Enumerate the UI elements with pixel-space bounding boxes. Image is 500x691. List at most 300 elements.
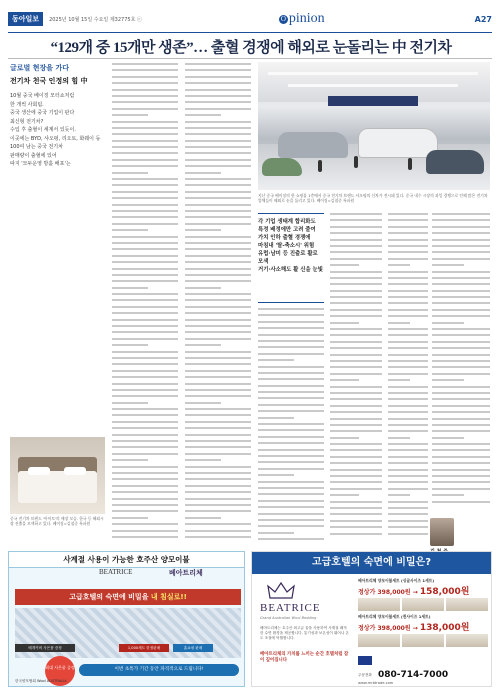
text-line (432, 322, 464, 324)
text-line (388, 328, 428, 330)
text-line (112, 210, 178, 212)
pull-quote-box (258, 213, 324, 303)
text-line (185, 325, 251, 327)
text-line (185, 108, 251, 110)
text-line (432, 469, 490, 471)
text-line (258, 436, 324, 438)
text-line (185, 351, 251, 353)
ad-tag: 베개커버 사은품 증정 (15, 644, 75, 652)
text-line (185, 69, 251, 71)
text-line (112, 184, 178, 186)
text-line (330, 475, 382, 477)
text-line (185, 466, 251, 468)
text-line (330, 302, 382, 304)
text-line (330, 226, 382, 228)
text-line (330, 322, 359, 324)
text-line (388, 296, 428, 298)
price-item (358, 614, 488, 647)
text-line (388, 315, 428, 317)
car-green (262, 158, 302, 176)
text-line (330, 341, 382, 343)
text-line (330, 360, 382, 362)
text-line (388, 507, 428, 509)
text-line (388, 322, 410, 324)
text-line (112, 344, 148, 346)
issue-date: 2025년 10월 15일 수요일 제32775호 ⓒ (49, 16, 143, 23)
store-photo (10, 437, 105, 514)
text-line (185, 376, 251, 378)
text-line (112, 121, 178, 123)
ad-copy-highlight: 베아트리체의 가치를 느끼는 순간 호텔처럼 잠이 깊어집니다 (260, 652, 349, 663)
text-line (185, 478, 251, 480)
text-line (258, 353, 324, 355)
text-line (112, 325, 178, 327)
text-line (185, 121, 251, 123)
text-line (112, 414, 178, 416)
text-line (185, 453, 251, 455)
text-line (185, 197, 251, 199)
text-line (185, 76, 251, 78)
text-line (330, 520, 382, 522)
column-title: 전기차 천국 인정의 힘 中 (10, 77, 88, 85)
car-white (358, 128, 438, 158)
text-line (388, 405, 428, 407)
text-line (388, 386, 428, 388)
text-line (112, 421, 178, 423)
text-line (112, 523, 178, 525)
text-line (258, 366, 324, 368)
text-line (185, 344, 221, 346)
text-line (388, 475, 428, 477)
text-line (432, 488, 490, 490)
product-images (358, 634, 488, 647)
text-line (112, 510, 178, 512)
text-line (432, 360, 490, 362)
text-line (112, 229, 148, 231)
text-line (388, 398, 428, 400)
ad-tag: 1,000세트 한정판매 (119, 644, 169, 652)
text-line (185, 146, 251, 148)
text-line (432, 405, 490, 407)
text-line (185, 370, 251, 372)
text-line (388, 488, 428, 490)
text-line (258, 334, 324, 336)
banner-highlight: 내 침실로!! (150, 593, 187, 601)
text-line (388, 271, 428, 273)
text-line (258, 468, 324, 470)
text-line (258, 359, 294, 361)
text-line (258, 346, 324, 348)
text-line (432, 302, 490, 304)
text-line (432, 251, 490, 253)
text-line (258, 423, 324, 425)
text-line (185, 306, 251, 308)
text-line (388, 443, 428, 445)
bed (18, 471, 97, 503)
text-line (185, 331, 251, 333)
text-line (112, 268, 178, 270)
body-column-2 (185, 63, 251, 545)
text-line (330, 488, 382, 490)
car-silver (278, 132, 348, 158)
text-line (330, 283, 382, 285)
pillow (64, 467, 86, 475)
text-line (388, 277, 428, 279)
text-line (432, 424, 490, 426)
text-line (432, 309, 490, 311)
text-line (185, 101, 251, 103)
text-line (258, 321, 324, 323)
text-line (185, 485, 251, 487)
phone-number[interactable]: 080-714-7000 (378, 670, 449, 680)
text-line (185, 223, 251, 225)
greeked-text (185, 63, 251, 542)
text-line (432, 449, 490, 451)
text-line (388, 283, 428, 285)
text-line (112, 133, 178, 135)
text-line (258, 461, 324, 463)
text-line (330, 290, 382, 292)
text-line (112, 389, 178, 391)
text-line (388, 354, 428, 356)
deck-line: 수입 후 출혈이 세계서 있듯이. (10, 127, 76, 133)
product-image (446, 634, 488, 647)
text-line (330, 251, 382, 253)
text-line (185, 402, 221, 404)
ad-brand: BEATRICE (99, 568, 133, 576)
text-line (330, 533, 382, 535)
text-line (185, 510, 251, 512)
text-line (330, 405, 382, 407)
body-column-4 (388, 213, 428, 545)
deck-line: 판매량이 출혈에 있어 (10, 152, 57, 159)
text-line (258, 340, 324, 342)
deck-line: 이곳에는 BYD, 샤오펑, 리오토, 화웨이 등 (10, 135, 101, 142)
store-banner (328, 96, 418, 106)
text-line (112, 287, 148, 289)
text-line (388, 449, 428, 451)
text-line (112, 82, 178, 84)
text-line (112, 236, 178, 238)
page-number: A27 (474, 14, 492, 24)
text-line (185, 114, 221, 116)
text-line (258, 442, 324, 444)
text-line (112, 172, 148, 174)
text-line (185, 82, 251, 84)
text-line (432, 232, 490, 234)
text-line (258, 487, 324, 489)
greeked-text (258, 308, 324, 544)
text-line (185, 408, 251, 410)
text-line (330, 507, 382, 509)
text-line (432, 283, 490, 285)
text-line (185, 165, 251, 167)
text-line (330, 411, 382, 413)
text-line (432, 392, 490, 394)
text-line (185, 504, 251, 506)
text-line (112, 498, 178, 500)
text-line (185, 236, 251, 238)
text-line (185, 191, 251, 193)
text-line (185, 274, 251, 276)
text-line (388, 418, 428, 420)
text-line (388, 494, 410, 496)
text-line (388, 232, 428, 234)
text-line (330, 462, 382, 464)
car-dark (426, 150, 484, 174)
greeked-text (388, 213, 428, 539)
text-line (432, 258, 490, 260)
text-line (185, 440, 251, 442)
text-line (432, 481, 490, 483)
text-line (185, 255, 251, 257)
photo-caption: 지난 중국 베이징의 한 쇼핑몰 1층에서 중국 전기차 브랜드 샤오펑의 신차가 전시돼 있다. 중국 내수 시장의 과잉 경쟁으로 인해 많은 전기차 업체들이 해외로 눈을 돌리고 있다. 베이징=김철중 특파원 (258, 193, 488, 204)
text-line (388, 430, 428, 432)
product-image (402, 634, 444, 647)
text-line (258, 417, 294, 419)
text-line (330, 386, 382, 388)
opinion-o-icon: O (280, 14, 286, 23)
text-line (112, 255, 178, 257)
text-line (330, 449, 382, 451)
deck-line: 따지 '모두운영 방홀 배포'는 (10, 161, 71, 167)
text-line (112, 517, 148, 519)
website-link[interactable]: www.mrbtrade.com (358, 681, 394, 685)
ad-copy: 베아트리체는 호주산 최고급 울을 사용하여 사계절 쾌적한 수면 환경을 제공합니다. 통기성과 보온성이 뛰어나 온도 조절에 탁월합니다. (260, 626, 349, 640)
text-line (185, 152, 251, 154)
text-line (330, 219, 382, 221)
old-price: 정상가 398,000원 → (358, 625, 418, 632)
text-line (432, 373, 490, 375)
text-line (112, 101, 178, 103)
text-line (258, 314, 324, 316)
text-line (432, 430, 490, 432)
text-line (112, 95, 178, 97)
article-headline: “129개 중 15개만 생존”… 출혈 경쟁에 해외로 눈돌리는 中 전기차 (50, 40, 452, 56)
text-line (330, 232, 382, 234)
promo-strap: 이번 초특가 기간 동안 파격적으로 드립니다! (79, 664, 239, 676)
text-line (185, 517, 221, 519)
text-line (330, 309, 382, 311)
text-line (330, 494, 359, 496)
pull-quote-line: 거기·사소해도 활 신을 눈빛 (258, 267, 323, 273)
text-line (432, 386, 490, 388)
greeked-text (432, 213, 490, 507)
text-line (258, 538, 324, 540)
newspaper-name: 동아일보 (8, 12, 43, 26)
text-line (185, 459, 221, 461)
ad-wool-blanket[interactable] (8, 551, 245, 687)
text-line (258, 481, 324, 483)
text-line (185, 89, 251, 91)
pull-quote-line: 마침내 '탈-축소시' 위험 (258, 243, 315, 249)
deck-line: 최신형 전기차? (10, 118, 44, 125)
text-line (185, 178, 251, 180)
text-line (112, 261, 178, 263)
body-column-5 (432, 213, 490, 513)
text-line (388, 533, 428, 535)
price-value (358, 584, 488, 597)
text-line (185, 491, 251, 493)
text-line (388, 456, 428, 458)
text-line (330, 513, 382, 515)
sale-price: 138,000원 (419, 623, 470, 633)
pillow (28, 467, 50, 475)
text-line (388, 411, 428, 413)
text-line (112, 446, 178, 448)
text-line (388, 513, 428, 515)
text-line (258, 519, 324, 521)
text-line (432, 475, 490, 477)
text-line (330, 354, 382, 356)
text-line (388, 379, 410, 381)
text-line (388, 290, 428, 292)
text-line (185, 242, 251, 244)
product-images (358, 598, 488, 611)
text-line (185, 229, 221, 231)
light-beam (268, 72, 478, 75)
text-line (388, 347, 428, 349)
text-line (112, 108, 178, 110)
text-line (112, 440, 178, 442)
text-line (112, 165, 178, 167)
text-line (388, 501, 428, 503)
text-line (112, 146, 178, 148)
text-line (258, 397, 324, 399)
visitor (318, 160, 322, 172)
text-line (185, 159, 251, 161)
text-line (112, 204, 178, 206)
body-column-6 (258, 308, 324, 545)
text-line (432, 354, 490, 356)
text-line (258, 385, 324, 387)
text-line (185, 319, 251, 321)
text-line (112, 472, 178, 474)
text-line (330, 213, 382, 215)
text-line (112, 159, 178, 161)
text-line (112, 459, 148, 461)
promo-circle: 최대 사은품 증정 (45, 656, 75, 686)
text-line (388, 239, 428, 241)
text-line (388, 334, 428, 336)
text-line (112, 63, 178, 65)
price-label: 베아트리체 양모이불세트 (퀸사이즈 1세트) (358, 614, 431, 619)
text-line (112, 242, 178, 244)
text-line (330, 501, 382, 503)
ad-headline: 사계절 사용이 가능한 호주산 양모이불 (9, 552, 244, 568)
text-line (330, 347, 382, 349)
light-beam (288, 84, 458, 87)
text-line (432, 264, 464, 266)
text-line (258, 513, 324, 515)
text-line (112, 140, 178, 142)
text-line (432, 418, 490, 420)
text-line (330, 379, 359, 381)
text-line (185, 210, 251, 212)
text-line (112, 197, 178, 199)
price-value (358, 620, 488, 633)
text-line (388, 366, 428, 368)
text-line (112, 319, 178, 321)
text-line (432, 296, 490, 298)
text-line (432, 411, 490, 413)
text-line (112, 363, 178, 365)
text-line (258, 404, 324, 406)
text-line (432, 315, 490, 317)
deck-line: 10월 중국 베이징 모터쇼처럼 (10, 93, 75, 99)
body-column-1 (112, 63, 178, 545)
old-price: 정상가 398,000원 → (358, 589, 418, 596)
text-line (185, 172, 221, 174)
text-line (112, 312, 178, 314)
text-line (185, 204, 251, 206)
text-line (388, 360, 428, 362)
header-rule (8, 32, 492, 33)
text-line (432, 219, 490, 221)
ad-subtitle: Grand Australian Wool Bedding (260, 616, 317, 620)
column-deck (10, 92, 105, 169)
text-line (258, 506, 324, 508)
text-line (112, 76, 178, 78)
text-line (388, 309, 428, 311)
text-line (112, 427, 178, 429)
text-line (330, 481, 382, 483)
text-line (388, 481, 428, 483)
text-line (330, 398, 382, 400)
text-line (258, 493, 324, 495)
text-line (185, 261, 251, 263)
text-line (388, 462, 428, 464)
pull-quote-line: 가치 인하 출혈 경쟁에 (258, 235, 311, 241)
text-line (185, 363, 251, 365)
text-line (185, 472, 251, 474)
page-header (8, 6, 492, 32)
text-line (388, 526, 428, 528)
ad-banner (15, 589, 241, 605)
sidebar-column (10, 63, 105, 169)
store-photo-caption: 중국 전기차 브랜드 '아이토'의 매장 모습. 한국 등 해외시장 진출을 모색하고 있다. 베이징=김철중 특파원 (10, 516, 104, 527)
ad-brand-ko: 베아트리체 (169, 569, 203, 577)
crown-logo-icon (264, 580, 298, 602)
text-line (258, 532, 294, 534)
text-line (112, 536, 178, 538)
order-phone[interactable] (358, 670, 488, 680)
text-line (112, 383, 178, 385)
ad-tag: 홈쇼핑 판매 (173, 644, 213, 652)
price-item (358, 578, 488, 611)
text-line (432, 271, 490, 273)
text-line (185, 530, 251, 532)
text-line (330, 430, 382, 432)
price-label: 베아트리체 양모이불세트 (싱글사이즈 1세트) (358, 578, 435, 583)
text-line (330, 271, 382, 273)
column-kicker: 글로벌 현장을 가다 (10, 64, 69, 72)
text-line (112, 331, 178, 333)
ad-hotel-sleep[interactable] (251, 551, 492, 687)
text-line (432, 366, 490, 368)
greeked-text (112, 63, 178, 542)
text-line (112, 357, 178, 359)
text-line (330, 258, 382, 260)
text-line (185, 389, 251, 391)
text-line (112, 338, 178, 340)
text-line (185, 383, 251, 385)
text-line (258, 410, 324, 412)
text-line (388, 251, 428, 253)
text-line (432, 334, 490, 336)
text-line (112, 434, 178, 436)
text-line (185, 446, 251, 448)
